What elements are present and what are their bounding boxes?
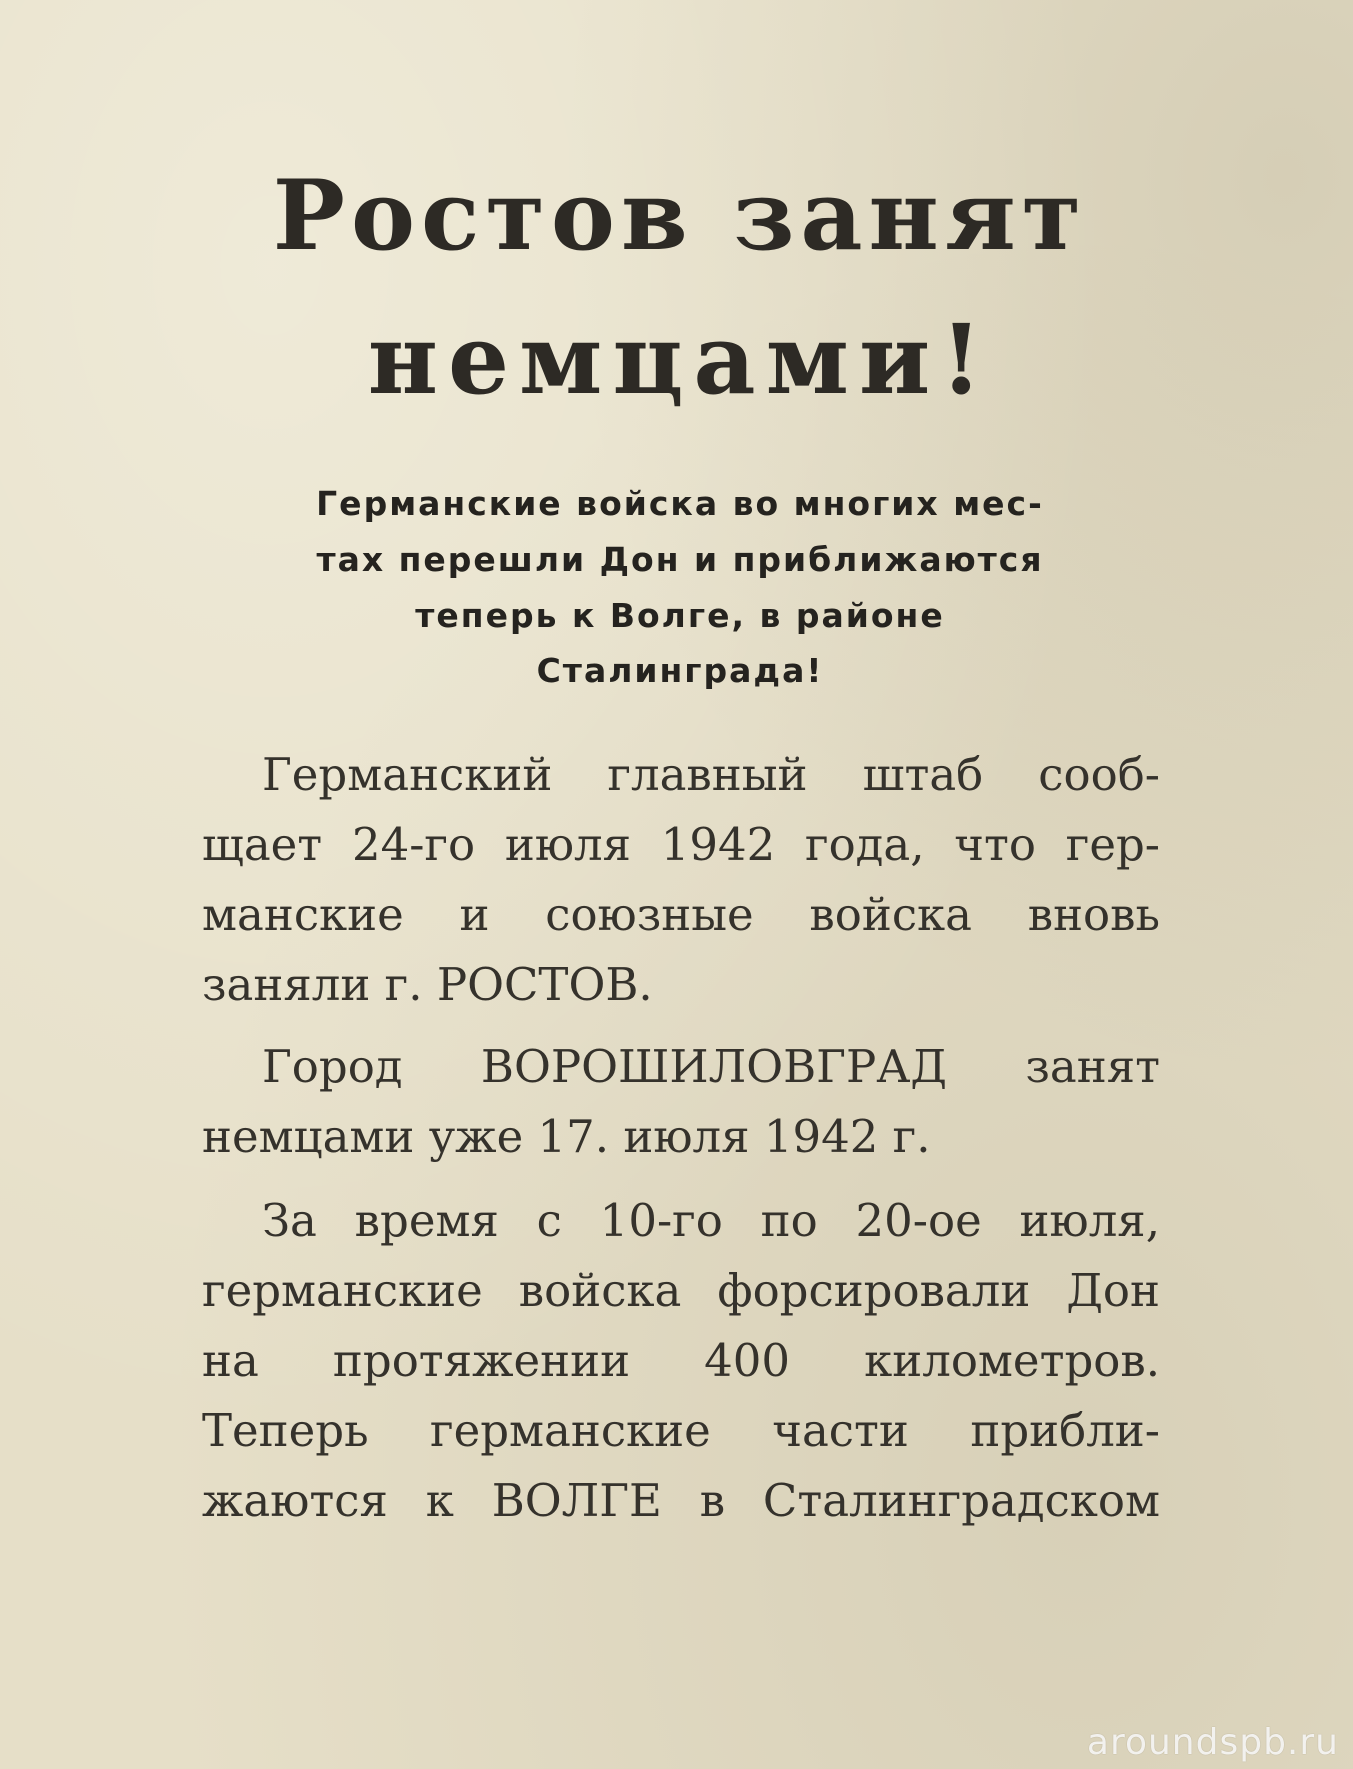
body-line-11: жаются к ВОЛГЕ в Сталинградском xyxy=(202,1474,1160,1527)
body-line-1: Германский главный штаб сооб- xyxy=(262,748,1160,801)
body-line-10: Теперь германские части прибли- xyxy=(202,1404,1160,1457)
subheadline-line-4: Сталинграда! xyxy=(536,651,824,690)
body-line-5: Город ВОРОШИЛОВГРАД занят xyxy=(262,1040,1160,1093)
body-line-3: манские и союзные войска вновь xyxy=(202,888,1160,941)
headline-line-2: немцами! xyxy=(367,303,993,416)
subheadline-line-1: Германские войска во многих мес- xyxy=(316,484,1044,523)
body-line-6: немцами уже 17. июля 1942 г. xyxy=(202,1110,931,1163)
body-line-9: на протяжении 400 километров. xyxy=(202,1334,1160,1387)
body-line-7: За время с 10-го по 20-ое июля, xyxy=(262,1194,1160,1247)
subheadline-line-3: теперь к Волге, в районе xyxy=(415,596,945,635)
body-line-2: щает 24-го июля 1942 года, что гер- xyxy=(202,818,1160,871)
watermark-text: aroundspb.ru xyxy=(1086,1722,1339,1763)
headline-line-1: Ростов занят xyxy=(272,159,1088,272)
body-line-4: заняли г. РОСТОВ. xyxy=(202,958,653,1011)
subheadline-line-2: тах перешли Дон и приближаются xyxy=(316,540,1044,579)
body-line-8: германские войска форсировали Дон xyxy=(202,1264,1160,1317)
